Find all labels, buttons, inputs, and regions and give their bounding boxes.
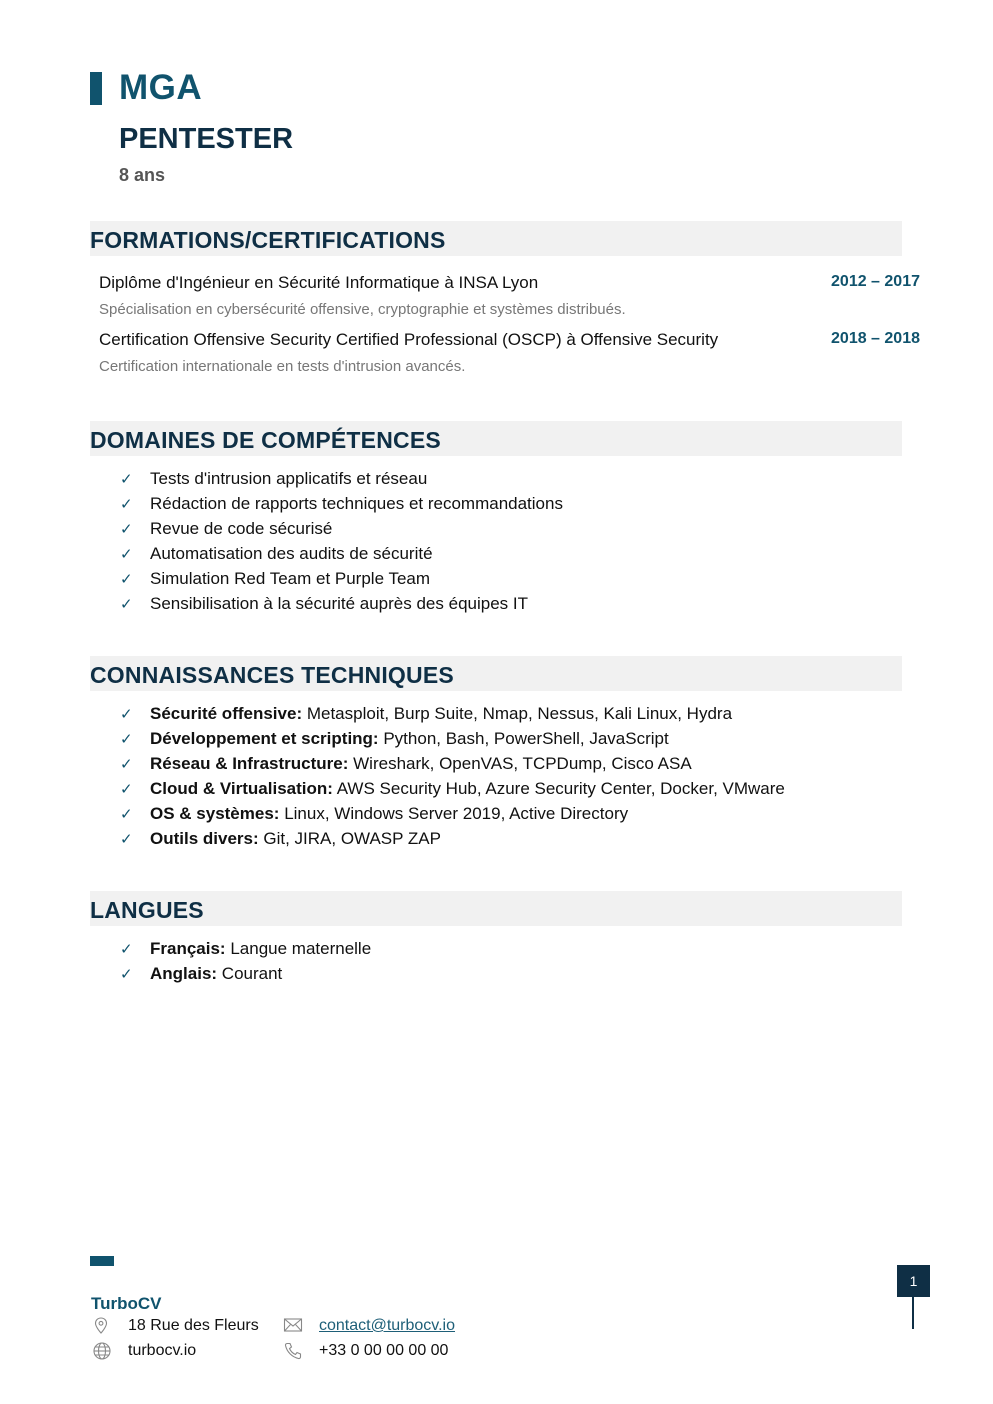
check-icon: ✓ (120, 596, 133, 613)
location-pin-icon (92, 1316, 112, 1336)
skill-label: Outils divers: (150, 829, 259, 848)
skill-value: Git, JIRA, OWASP ZAP (263, 829, 441, 848)
section-formations-header (90, 221, 902, 256)
formation-title: Certification Offensive Security Certified Professional (OSCP) à Offensive Security (99, 330, 719, 349)
skill-label: Développement et scripting: (150, 729, 379, 748)
list-item-text: Rédaction de rapports techniques et recommandations (150, 494, 563, 513)
list-item (120, 591, 563, 616)
list-item (120, 541, 563, 566)
language-label: Français: (150, 939, 226, 958)
list-item (120, 701, 785, 726)
skill-value: Linux, Windows Server 2019, Active Directory (284, 804, 629, 823)
skill-label: Réseau & Infrastructure: (150, 754, 349, 773)
list-item (120, 516, 563, 541)
skill-value: AWS Security Hub, Azure Security Center, Docker, VMware (336, 779, 785, 798)
phone-icon (283, 1341, 303, 1361)
list-item-text: Automatisation des audits de sécurité (150, 544, 433, 563)
check-icon: ✓ (120, 496, 133, 513)
connaissances-list (120, 701, 785, 851)
list-item (120, 826, 785, 851)
formation-description: Certification internationale en tests d'intrusion avancés. (99, 358, 466, 375)
list-item-text: Sensibilisation à la sécurité auprès des équipes IT (150, 594, 528, 613)
list-item-text: Revue de code sécurisé (150, 519, 333, 538)
candidate-name: MGA (119, 68, 203, 107)
check-icon: ✓ (120, 781, 133, 798)
experience-years: 8 ans (119, 165, 166, 185)
language-level: Courant (221, 964, 283, 983)
footer-phone: +33 0 00 00 00 00 (319, 1342, 449, 1359)
footer-accent-bar (90, 1256, 114, 1266)
language-label: Anglais: (150, 964, 218, 983)
check-icon: ✓ (120, 756, 133, 773)
check-icon: ✓ (120, 731, 133, 748)
section-connaissances-header (90, 656, 902, 691)
formation-dates: 2012 – 2017 (831, 273, 920, 290)
skill-label: OS & systèmes: (150, 804, 280, 823)
langues-list (120, 936, 371, 986)
page-number-badge: 1 (897, 1265, 930, 1297)
formation-dates: 2018 – 2018 (831, 330, 920, 347)
skill-value: Wireshark, OpenVAS, TCPDump, Cisco ASA (353, 754, 692, 773)
footer-website[interactable]: turbocv.io (128, 1342, 197, 1359)
skill-value: Metasploit, Burp Suite, Nmap, Nessus, Kali Linux, Hydra (306, 704, 733, 723)
formation-description: Spécialisation en cybersécurité offensive, cryptographie et systèmes distribués. (99, 301, 626, 318)
section-title: DOMAINES DE COMPÉTENCES (90, 427, 441, 453)
check-icon: ✓ (120, 471, 133, 488)
section-competences-header (90, 421, 902, 456)
list-item (120, 566, 563, 591)
competences-list (120, 466, 563, 616)
footer-email-link[interactable]: contact@turbocv.io (319, 1317, 456, 1334)
footer-brand: TurboCV (91, 1294, 162, 1313)
formation-title: Diplôme d'Ingénieur en Sécurité Informatique à INSA Lyon (99, 273, 539, 292)
list-item (120, 726, 785, 751)
section-title: LANGUES (90, 897, 204, 923)
check-icon: ✓ (120, 546, 133, 563)
check-icon: ✓ (120, 521, 133, 538)
list-item (120, 466, 563, 491)
check-icon: ✓ (120, 966, 133, 983)
candidate-role: PENTESTER (119, 123, 294, 155)
list-item (120, 491, 563, 516)
check-icon: ✓ (120, 806, 133, 823)
check-icon: ✓ (120, 706, 133, 723)
section-title: FORMATIONS/CERTIFICATIONS (90, 227, 446, 253)
globe-icon (92, 1341, 112, 1361)
footer-address: 18 Rue des Fleurs (128, 1317, 259, 1334)
section-title: CONNAISSANCES TECHNIQUES (90, 662, 454, 688)
section-langues-header (90, 891, 902, 926)
check-icon: ✓ (120, 571, 133, 588)
list-item (120, 801, 785, 826)
page-number-line (912, 1297, 914, 1329)
check-icon: ✓ (120, 831, 133, 848)
mail-icon (283, 1317, 303, 1337)
name-accent-bar (90, 72, 102, 105)
list-item-text: Simulation Red Team et Purple Team (150, 569, 431, 588)
skill-label: Sécurité offensive: (150, 704, 303, 723)
skill-value: Python, Bash, PowerShell, JavaScript (383, 729, 669, 748)
language-level: Langue maternelle (230, 939, 372, 958)
list-item (120, 776, 785, 801)
list-item (120, 751, 785, 776)
skill-label: Cloud & Virtualisation: (150, 779, 333, 798)
list-item (120, 936, 371, 961)
list-item-text: Tests d'intrusion applicatifs et réseau (150, 469, 428, 488)
check-icon: ✓ (120, 941, 133, 958)
list-item (120, 961, 371, 986)
